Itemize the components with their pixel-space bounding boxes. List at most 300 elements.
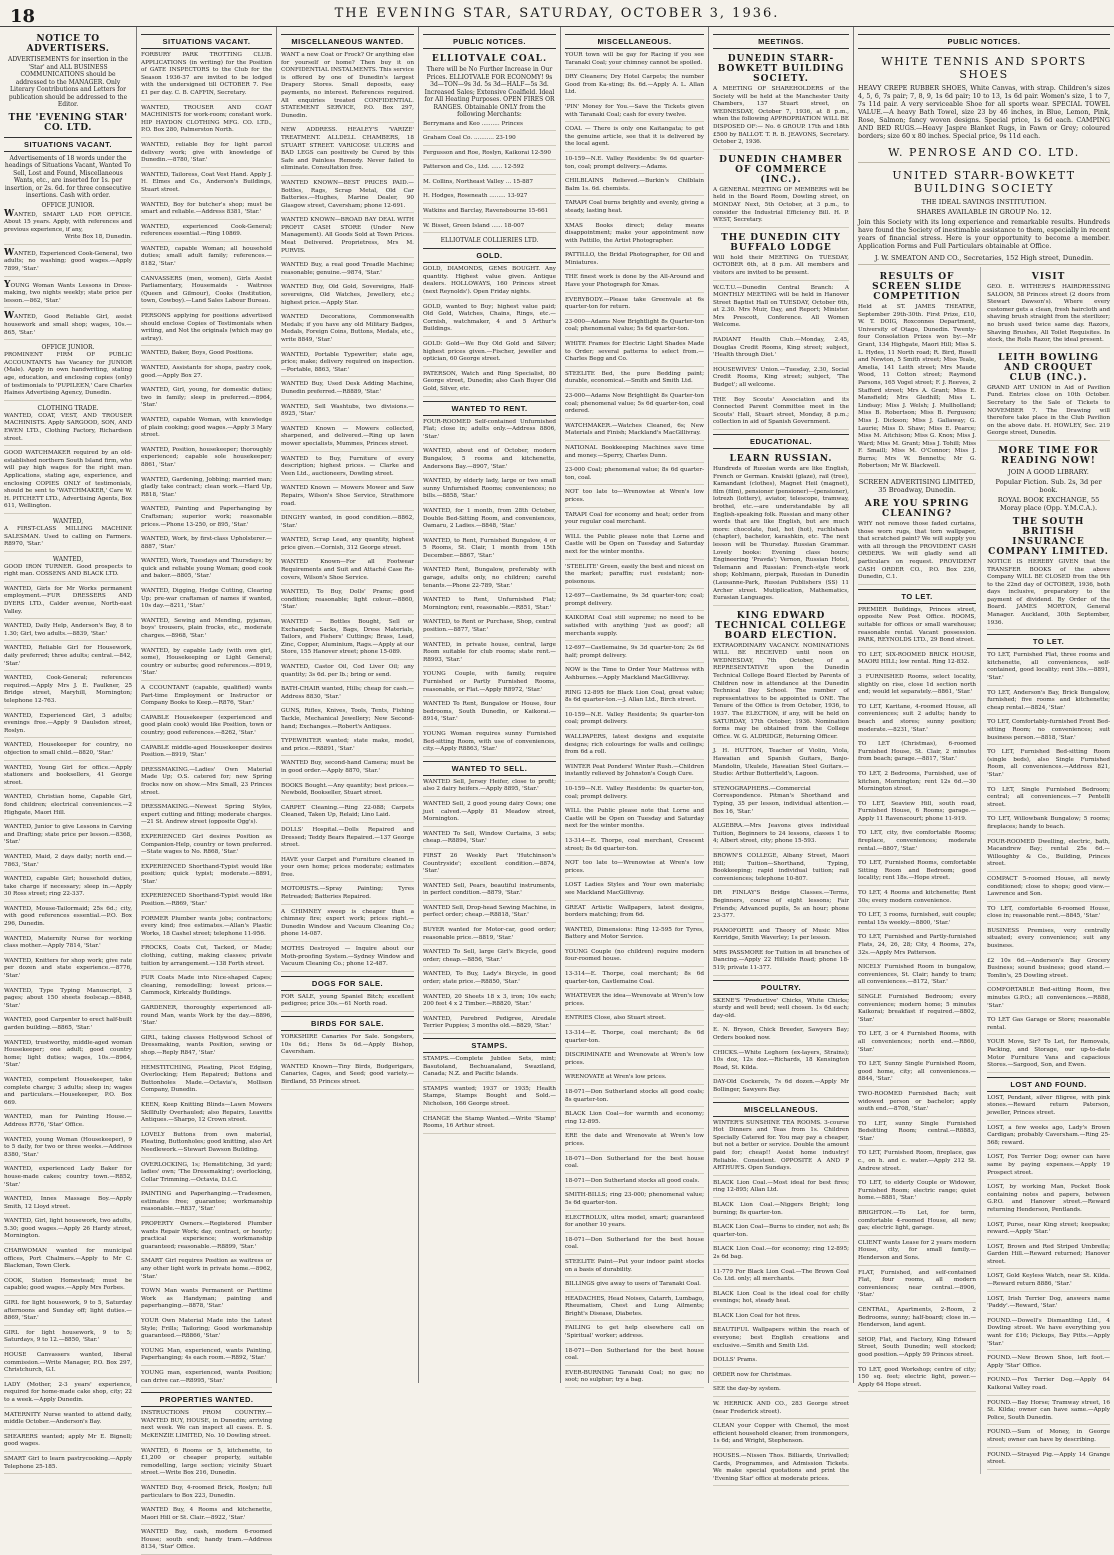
ad-item: WANTED, COAT, VEST, AND TROUSER MACHINISTS. Apply SARGOOD, SON, AND EWEN LTD., Clothing Factory, Richardson street.	[4, 413, 132, 446]
learn-russian-title: LEARN RUSSIAN.	[729, 454, 833, 464]
ad-item: NOW is the Time to Order Your Mattress with Ashburnes.—Apply Mackland MacGillivray.	[565, 667, 704, 685]
ad-item: RING 12-895 for Black Lion Coal, great value; 8s 6d quarter-ton.—J. Allan Ltd., Birch street.	[565, 690, 704, 708]
ad-item: WANTED, experienced Cook-General; references essential.—Ring 10869.	[141, 224, 272, 242]
ad-item: 3 FURNISHED Rooms, select locality, slightly on rise, close 1d section north end; would let separately.—8861, 'Star.'	[858, 674, 976, 700]
ad-item: CHICKS.—White Leghorn (ex-layers, Strains); 10s doz, 12s doz.—Richards, 18 Kensington Road, St. Kilda.	[713, 1050, 849, 1076]
ad-signature: Write Box 18, Dunedin.	[64, 234, 132, 241]
ad-item: CAPABLE middle-aged Housekeeper desires Position.—8919, 'Star.'	[141, 745, 272, 763]
ad-item: 13-314—E. Thorpe, coal merchant; 8s 6d quarter-ton, Castlemaine Coal.	[565, 971, 704, 989]
ad-item: BUSINESS Premises, very centrally situated; every convenience; suit any business.	[987, 928, 1110, 954]
column-7	[854, 27, 1114, 1466]
ad-item: WANTED, 6 Rooms or 5, kitchenette, to £1,200 or cheaper property, suitable remodelling, large section; vicinity Stuart street.—Write Box 216, Dunedin.	[141, 1448, 272, 1481]
ad-item: FOR SALE, young Spaniel Bitch; excellent pedigree; price 30s.—61 North road.	[281, 994, 414, 1012]
ad-item: HOUSEWIVES' Union.—Tuesday, 2.30, Social Credit Rooms, King street; subject, 'The Budget'; all welcome.	[713, 367, 849, 393]
ad-item: DRESSMAKING.—Ladies' Own Material Made Up; O.S. catered for; new Spring frocks now on show.—Mrs Small, 23 Princes street.	[141, 767, 272, 800]
ad-item: TO LET, Seaview Hill, south road, Furnished House, 6 Rooms; garage.—Apply 11 Ravenscourt; phone 11-919.	[858, 801, 976, 827]
column-4	[419, 27, 561, 1383]
column-3	[277, 27, 419, 1383]
ad-item: EXPERIENCED Girl desires Position as Companion-Help, country or town preferred.—State wages to No. R868, 'Star.'	[141, 834, 272, 860]
ad-item: WANTED, Knitters for shop work; give rate per dozen and state experience.—8776, 'Star.'	[4, 958, 132, 984]
ad-item: WANTED, Castor Oil, Cod Liver Oil; any quantity; 3s 6d. per lb.; bring or send.	[281, 664, 414, 682]
ad-item: YOUR town will be gay for Racing if you see Taranaki Coal; your chimney cannot be spoiled.	[565, 52, 704, 70]
ad-list	[423, 779, 556, 1034]
ad-heading: WANTED,	[52, 517, 84, 525]
ad-item: 10-159—N.E. Valley Residents: 9s 6d quarter-ton, coal; prompt delivery.—Adams.	[565, 156, 704, 174]
ad-item: STENOGRAPHERS.—Commercial Correspondence. Pitman's Shorthand and Typing, 35 per lesson, individual attention.—Box 16, 'Star.'	[713, 786, 849, 819]
section-heading: POULTRY.	[713, 980, 849, 995]
library-title: MORE TIME FOR READING NOW!	[998, 445, 1099, 466]
section-heading: BIRDS FOR SALE.	[281, 1016, 414, 1031]
ad-item: FOUR-ROOMED Self-contained Unfurnished Flat; close in; adults only.—Address 8806, 'Star.'	[423, 419, 556, 445]
ad-item: GUNS, Rifles, Knives, Tools, Tents, Fishing Tackle, Mechanical Jewellery; New Second-hand; Exchanges.—Robert's Antiques.	[281, 708, 414, 734]
ad-item: WANTED, Experienced Girl, 3 adults; evenings free.—Apply 9 Daulsdon street, Roslyn.	[4, 713, 132, 739]
ad-item: GIRL for light housework, 9 to 5, Saturday afternoons and Sunday off; light duties.—8869, 'Star.'	[4, 1300, 132, 1326]
merchant-list	[423, 121, 556, 234]
shares-available: SHARES AVAILABLE IN GROUP No. 12.	[916, 208, 1052, 216]
ad-item: WANTED, Maternity Nurse for working class mother.—Apply 7814, 'Star.'	[4, 936, 132, 954]
ad-item: RADIANT Health Club.—Monday, 2.45, Douglas Credit Rooms, King street; subject, 'Health through Diet.'	[713, 337, 849, 363]
ad-item: WANTED Known—For all Footwear Requirements and Suit and Attaché Case Re-covers, Wilson's Shoe Service.	[281, 559, 414, 585]
ad-item: PATERSON, Watch and Ring Specialist, 80 George street, Dunedin; also Cash Buyer Old Gold, Silver, etc.	[423, 371, 556, 397]
ad-item: WANTED Sell, Drop-head Sewing Machine, in perfect order; cheap.—R8818, 'Star.'	[423, 905, 556, 923]
ad-item: NOT too late to—Wrenowise at Wren's low prices.	[565, 860, 704, 878]
ad-list	[713, 998, 849, 1098]
ad-item: WATCHMAKER.—Watches Cleaned, 6s; New Materials and Finish; Mackland's MacGillivray.	[565, 423, 704, 441]
ad-item: 'STEELITE' Green, easily the best and nicest on the market; paraffin; rust resistant; non-poisonous.	[565, 564, 704, 590]
section-heading: WANTED TO RENT.	[423, 401, 556, 416]
ad-item: FUR Coats Made into Nice-shaped Capes; cleaning, remodelling; lowest prices.—Cammock, Kirkcaldy Buildings.	[141, 975, 272, 1001]
drop-letter: W	[4, 247, 15, 258]
section-heading: LOST AND FOUND.	[987, 1077, 1110, 1092]
results-title: RESULTS OF SCREEN SLIDE COMPETITION	[872, 272, 962, 302]
column-6	[709, 27, 854, 1482]
ad-item: WANTED Buy, 4 Rooms and kitchenette, Maori Hill or St. Clair.—8922, 'Star.'	[141, 1507, 272, 1525]
section-heading: TO LET.	[858, 589, 976, 604]
ad-item: HOUSE Canvassers wanted, liberal commission.—Write Manager, P.O. Box 297, Christchurch, G.I.	[4, 1352, 132, 1378]
ad-item: WANTED, good Carpenter to erect half-built garden building.—8865, 'Star.'	[4, 1017, 132, 1035]
ad-item: COMPACT 5-roomed House, all newly conditioned; close to shops; good view.—Lawrence and Son.	[987, 876, 1110, 902]
ad-item: WANTED KNOWN—BEST PRICES PAID.—Bottles, Rags, Scrap Metal, Old Car Batteries.—Hughes, Marine Dealer, 90 Glasgow street, Caversham; phone 12-691.	[281, 180, 414, 213]
library-body: Popular Fiction. Sub. 2s, 3d per book.	[995, 477, 1102, 494]
ad-item: TO LET, Furnished and Partly-furnished Flats, 24, 26, 28; City, 4 Rooms, 27s, 32s.—Apply Mrs Patterson.	[858, 934, 976, 960]
ad-item: A GENERAL MEETING OF MEMBERS will be held in the Board Room, Dowling street, on MONDAY Next, 5th October, at 3 p.m., to consider the Industrial Efficiency Bill. H. P. WEST, Secretary.	[713, 187, 849, 228]
ad-item: WANTED Decorations, Commonwealth Medals; if you have any old Military Badges, Medals, Foreign Coins, Buttons, Medals, etc., write 8849, 'Star.'	[281, 314, 414, 347]
page-number: 18	[10, 6, 36, 27]
ad-item: CARPET Cleaning.—Ring 22-088; Carpets Cleaned, Taken Up, Relaid; Lino Laid.	[281, 805, 414, 823]
ad-item: PIANOFORTE and Theory of Music Miss Kerridge, Smith Waverley; 1s per lesson.	[713, 928, 849, 946]
ad-item: BEAUTIFUL Wallpapers within the reach of everyone; best English creations and exclusive.—Smith and Smith Ltd.	[713, 1327, 849, 1353]
ad-item: PROPERTY Owners.—Registered Plumber wants Repair Work; day, contract, or hourly; practical experience; workmanship guaranteed; reasonable.—R8899, 'Star.'	[141, 1221, 272, 1254]
section-heading: MEETINGS.	[713, 34, 849, 49]
ad-item: WANTED, to Rent, Furnished Bungalow, 4 or 5 Rooms, St. Clair, 1 month from 15th December.—8867, 'Star.'	[423, 538, 556, 564]
ad-item: YOUR Own Material Made into the Latest Style; Frills; Tailoring; Good workmanship guaranteed.—R8866, 'Star.'	[141, 1318, 272, 1344]
ad-item: BLACK Lion Coal.—Niggers Bright; long burning; 8s quarter-ton.	[713, 1202, 849, 1220]
ad-item: TARAPI Coal burns brightly and evenly, giving a steady, lasting heat.	[565, 200, 704, 218]
ad-item: WANTED, Baker, Boys, Good Positions.	[141, 350, 272, 361]
ad-item: FLAT, Furnished, and self-contained Flat, four rooms, all modern conveniences; near central.—8906, 'Star.'	[858, 1270, 976, 1303]
ad-item: WINTER Peat Ponders! Winter Rush.—Children instantly relieved by Johnston's Cough Cure.	[565, 764, 704, 782]
ad-list	[423, 266, 556, 396]
tennis-shoes-title: WHITE TENNIS AND SPORTS SHOES	[881, 55, 1087, 81]
ad-item: WHATEVER the idea—Wrenovate at Wren's low prices.	[565, 993, 704, 1011]
ad-item: WILL the Public please note that Lorne and Castle will be Open on Tuesday and Saturday next for the winter months.	[565, 808, 704, 834]
ad-item: PROMINENT FIRM OF PUBLIC ACCOUNTANTS has Vacancy for JUNIOR (Male). Apply in own handwriting, stating age, education, and enclosing copies (only) of testimonials to 'PUPILEEN,' Care Charles Haines Advertising Agency, Dunedin.	[4, 352, 132, 401]
ad-item: WANTED to Rent, Unfurnished Flat; Mornington; rent, reasonable.—R851, 'Star.'	[423, 597, 556, 615]
section-intro: Advertisements of 18 words under the headings of Situations Vacant, Wanted To Sell, Lost and Found, Miscellaneous Wants, etc., are inserted for 1s. per insertion, or 2s. 6d. for three consecutive insertions. Cash with order.	[4, 154, 132, 199]
ad-item: YORKSHIRE Canaries For Sale. Songsters, 10s 6d.; Hens 5s 6d.—Apply Bishop, Caversham.	[281, 1034, 414, 1060]
section-heading: WANTED TO SELL.	[423, 761, 556, 776]
ad-item: HOUSES.—Nissen Thos. Billiards, Unrivalled; Cards, Programmes, and Admission Tickets. We make special quotations and print the 'Evening Star' office at moderate prices.	[713, 1453, 849, 1486]
ad-item: 'PIN' Money for You.—Save the Tickets given with Taranaki Coal; cash for every twelve.	[565, 104, 704, 122]
ad-item: EVER-BURNING Taranaki Coal; no gas; no soot; no sulphur; try a bag.	[565, 1370, 704, 1388]
ad-item: YOUNG man, experienced, wants Position; can drive car.—R8995, 'Star.'	[141, 1370, 272, 1388]
ad-item: DISCRIMINATE and Wrenovate at Wren's low prices.	[565, 1052, 704, 1070]
ad-item: PREMIER Buildings, Princes street, opposite New Post Office. ROOMS, suitable for offices or small warehouse; reasonable rental. Vacant possession. PARK, REYNOLDS LTD., 29 Bond street.	[858, 607, 976, 648]
ad-item: PERSONS applying for positions advertised should enclose Copies of Testimonials when writing, and Not the originals (which may go astray).	[141, 313, 272, 346]
ad-item	[4, 312, 132, 340]
ad-item: YOUR Move, Sir? To Let, for Removals, Packing, and Storage, our up-to-date Motor Furniture Vans and capacious Stores.—Sargood, Son, and Ewen.	[987, 1039, 1110, 1072]
ad-item: ALGEBRA.—Mrs Jeavons gives individual Tuition, Beginners to 24 lessons, classes 1 to 4; Albert street, city; phone 15-593.	[713, 823, 849, 849]
ad-item: 13-314—E. Thorpe, coal merchant, Crescent street; 8s 6d quarter-ton.	[565, 838, 704, 856]
right-subcolumn	[987, 267, 1110, 1474]
ad-item: TO LET, 4 Rooms and kitchenette; Rent 30s; every modern convenience.	[858, 890, 976, 908]
ad-item: Berrymans and Keo .......... Princes	[423, 121, 556, 132]
ad-item: CANVASSERS (men, women), Girls Assist Parliamentary, Housemaids - Waitress (Queen and Gilmour), Cooks (Institution, town, Cowboy).—Land Sales Labour Bureau.	[141, 276, 272, 309]
ad-item: TO LET, Furnished Rooms, comfortable Sitting Room and Bedroom; good locality; rent 18s.—Hope street.	[858, 860, 976, 886]
ad-item: Hundreds of Russian words are like English, French or German. Kraiskii (glaze), rail (tree), Kamandant (clothes), Magnet Heil (magnet), film (film), pensioner (pensioner)—(pensioner), lotrezh (lottery), aviator, telescope, tramway, brothel, etc.—are understandable by all English-speaking folk. Russian and many other words that are like English, but are much more: chocolate, fuel, hot (hot), ruchlshash (chapter), bachelor, karashkin, etc. The next lesson will be Thursday. Russian Grammar. Lovely books: Evening class hours; Engineering 'Pravda'; Vernon, Russian Hotel, Telemann and Russian: French-style work shop; Kohlmann, pierpak, Russian in Dunedin (Lausanne-Park, Russian Publishers (SS) 11 Archer street. Mutiplication, Mathematics, Eurasian Languages.	[713, 466, 849, 606]
ad-item: GOOD WATCHMAKER required by an old-established northern South Island firm, who will pay high wages for the right man. Applications, stating age, experience, and enclosing COPIES ONLY of testimonials, should be sent to 'WATCHMAKER,' Care W. H. PITCHETT LTD., Advertising Agents, Box 611, Wellington.	[4, 450, 132, 514]
ad-item: TO LET, 3 or 4 Furnished Rooms, with all conveniences; north end.—R860, 'Star.'	[858, 1031, 976, 1057]
ad-item: TO LET, Karitane, 4-roomed House, all conveniences; suit 2 adults; handy to beach and stores; sunny position; moderate.—8231, 'Star.'	[858, 704, 976, 737]
ad-item: WANTED, experienced Lady Baker for house-made cakes; country town.—R852, 'Star.'	[4, 1166, 132, 1192]
ad-item: TO LET, to elderly Couple or Widower, Furnished Room; electric range; quiet home.—8881, 'Star.'	[858, 1180, 976, 1206]
ad-list	[565, 52, 704, 1388]
ad-item	[4, 210, 132, 245]
ad-item: CENTRAL, Apartments, 2-Room, 2 Bedrooms, sunny; half-board; close in.—Henderson, land agent.	[858, 1307, 976, 1333]
ad-item: FOUR-ROOMED Dwelling, electric, bath, Macandrew Bay; rental 25s 6d.—Willoughby & Co., Building, Princes street.	[987, 839, 1110, 872]
ad-item: SINGLE Furnished Bedroom; every convenience; modern home; 5 minutes Kaikorai; breakfast if required.—8802, 'Star.'	[858, 994, 976, 1027]
tennis-shoes-body: HEAVY CREPE RUBBER SHOES, White Canvas, with strap. Children's sizes 4, 5, 6, 7s pair; 7, 8, 9, 1s 6d pair; 10 to 13, 1s 6d pair. Women's size, 1 to 7, 7s 11d pair. A very serviceable Shoe for all sports wear. SPECIAL TOWEL VALUE.—A heavy Bath Towel, size 23 by 46 inches, in Blue, Lemon, Pink, Rose, Salmon; fancy woven designs. Special price, 1s 6d each. CAMPING AND BED RUGS.—Heavy Jaspre Blanket Rugs, in Fawn or Grey; coloured borders; size 60 x 80 inches. Special price, 9s 11d each.	[858, 84, 1110, 140]
bowling-title: LEITH BOWLING AND CROQUET CLUB (INC.).	[998, 352, 1099, 383]
ad-item: TO LET, city, five comfortable Rooms; fireplace, conveniences; moderate rental.—8807, 'Star.'	[858, 830, 976, 856]
notice-signature: THE 'EVENING STAR' CO. LTD.	[8, 112, 128, 133]
ad-item: PAINTING and Paperhanging.—Tradesmen, estimates free; guarantee; workmanship reasonable.—R837, 'Star.'	[141, 1191, 272, 1217]
ad-item: WANTED, Purebred Pedigree, Airedale Terrier Puppies; 3 months old.—8829, 'Star.'	[423, 1016, 556, 1034]
ad-item: KAIKORAI Coal still supreme; no need to be satisfied with anything 'just as good'; all merchants supply.	[565, 615, 704, 641]
ad-item: TO LET, Anderson's Bay, Brick Bungalow, furnished; five rooms and kitchenette; cheap rental.—8824, 'Star.'	[987, 690, 1110, 716]
ad-item: WANTED, To Buy, Lady's Bicycle, in good order; state price.—R8850, 'Star.'	[423, 971, 556, 989]
ad-item: MOTORISTS.—Spray Painting; Tyres Retreaded; Batteries Repaired.	[281, 886, 414, 904]
ad-item: HEMSTITCHING, Pleating, Picot Edging, Overlocking; Hem Repaired; Buttons and Buttonholes Made.—Octavia's, Mollison Company, Dunedin.	[141, 1065, 272, 1098]
ad-item: WANTED, Work, Tuesdays and Thursdays; by quick and reliable young Woman; good cook and baker.—8805, 'Star.'	[141, 558, 272, 584]
penrose-title: W. PENROSE AND CO. LTD.	[888, 146, 1080, 159]
drop-letter: W	[4, 208, 15, 219]
ad-item: TOWN Man wants Permanent or Parttime Work as Handyman; painting and paperhanging.—8878, 'Star.'	[141, 1288, 272, 1314]
ad-item: LOST, Irish Terrier Dog, answers name 'Paddy'.—Reward, 'Star.'	[987, 1296, 1110, 1314]
ad-item: WANTED, for 1 month, from 28th October, Double Bed-Sitting Room, and conveniences, Oamaru, 2 Ladies.—8848, 'Star.'	[423, 508, 556, 534]
ad-item: THE finest work is done by the All-Around and Have your Photograph for Xmas.	[565, 274, 704, 292]
ad-item: WANTED Known—Tiny Birds, Budgerigars, Canaries, Cages, and Seed; good variety.—Birdland, 55 Princes street.	[281, 1064, 414, 1090]
ad-item: EXTRAORDINARY VACANCY. NOMINATIONS WILL BE RECEIVED until noon on WEDNESDAY, 7th October, of a REPRESENTATIVE upon the Dunedin Technical College Board Elected by Parents of Children now in attendance at the Dunedin Technical Day School. The number of representatives to be appointed is ONE. The Tenure of the Office is from October, 1936, to 1937. The ELECTION, if any, will be held on SATURDAY, 17th October, 1936. Nomination forms may be obtained from the College Office. W. G. ALDRIDGE, Returning Officer.	[713, 643, 849, 745]
ad-item: 12-697—Castlemaine, 9s 3d quarter-ton; coal; prompt delivery.	[565, 593, 704, 611]
ad-item: SMART Girl requires Position as waitress or any other light work in private home.—8962, 'Star.'	[141, 1258, 272, 1284]
ad-item: WHY not remove those faded curtains, those worn rugs, that torn wallpaper, that scratched paint? We will supply you with all through the PROVIDENT CASH ORDERS. We will gladly send all particulars on request. PROVIDENT CASH ORDER CO., P.O. Box 236, Dunedin, C.1.	[858, 521, 976, 585]
ad-item: W. Bisset, Green Island ...... 18-007	[423, 223, 556, 234]
ad-list	[423, 1056, 556, 1134]
ad-item: TO LET, Furnished Bed-sitting Room (single beds), also Single Furnished Room, all conveniences.—Address 821, 'Star.'	[987, 749, 1110, 782]
ad-item: £2 10s 6d.—Anderson's Bay Grocery Business; sound business; good stand.—Tomlin's, 25 Dowling street.	[987, 958, 1110, 984]
ad-item: WANTED, Position, housekeeper; thoroughly experienced; capable sole housekeeper; 8861, 'Star.'	[141, 447, 272, 473]
ad-text: ANTED, Experienced Cook-General, two adults; no washing; good wages.—Apply 7899, 'Star.'	[4, 250, 132, 273]
ad-item: FOUND.—Strayed Pig.—Apply 14 Grange street.	[987, 1452, 1110, 1470]
ad-item: GIRL for light housework, 9 to 5; Saturdays, 9 to 12.—8850, 'Star.'	[4, 1330, 132, 1348]
ad-item: 18-071—Don Sutherland for the best house coal.	[565, 1237, 704, 1255]
king-edward-title: KING EDWARD TECHNICAL COLLEGE BOARD ELECTION.	[715, 610, 847, 641]
ad-item: J. H. HUTTON, Teacher of Violin, Viola, Hawaiian and Spanish Guitars, Banjo-Mandolin, Ukulele, Hawaiian Steel Guitars.—Studio: Arthur Butterfield's, Lagoon.	[713, 748, 849, 781]
ad-item: WANTED, competent Housekeeper, take complete charge; 3 adults; sleep in; wages and particulars.—Housekeeper, P.O. Box 669.	[4, 1077, 132, 1110]
royal-book-exchange: ROYAL BOOK EXCHANGE, 55 Moray place (Opp. Y.M.C.A.).	[997, 495, 1100, 512]
library-subtitle: JOIN A GOOD LIBRARY.	[1008, 467, 1089, 476]
ad-item: WANTED, Scrap Lead, any quantity, highest price given.—Cornish, 312 George street.	[281, 537, 414, 555]
ad-item: STEELITE Paint—Put your indoor paint stocks on a basis of durability.	[565, 1259, 704, 1277]
ad-list	[713, 1120, 849, 1487]
ad-item: LOST, Gold Keyless Watch, near St. Kilda.—Reward return 8886, 'Star.'	[987, 1273, 1110, 1291]
ad-item: WANTED, Girl, young, for domestic duties; two in family; sleep in preferred.—8964, 'Star.'	[141, 387, 272, 413]
ad-item: WANTED Sell, Pears, beautiful instruments, in perfect condition.—8879, 'Star.'	[423, 883, 556, 901]
ad-item: NATIONAL Bookkeeping Machines save time and money.—Sperry, Charles Dunn.	[565, 445, 704, 463]
ad-item: FOUND.—Fox Terrier Dog.—Apply 64 Kaikorai Valley road.	[987, 1377, 1110, 1395]
ad-item: 12-697—Castlemaine, 9s 3d quarter-ton; 2s 6d half; prompt delivery.	[565, 645, 704, 663]
united-subtitle: THE IDEAL SAVINGS INSTITUTION.	[921, 198, 1047, 206]
ad-item: FOUND.—Bay Horse; Tramway street, 16 St. Kilda; owner can have same.—Apply Police, South Dunedin.	[987, 1400, 1110, 1426]
section-heading: TO LET.	[987, 634, 1110, 649]
page-header	[0, 0, 1114, 27]
ad-list	[4, 210, 132, 341]
ad-item: PATTILLO, the Bridal Photographer, for Oil and Miniatures.	[565, 252, 704, 270]
starr-bowkett-title: DUNEDIN STARR-BOWKETT BUILDING SOCIETY.	[717, 54, 845, 84]
ad-item: WANTED Sell, Jersey Heifer, close to profit; also 2 dairy heifers.—Apply 8895, 'Star.'	[423, 779, 556, 797]
ad-item: 10-159—N.E. Valley Residents; 9s quarter-ton coal; prompt delivery.	[565, 712, 704, 730]
ad-item: WANTED, Reliable Girl for Housework, daily preferred; three adults; central.—842, 'Star.'	[4, 645, 132, 671]
ad-item: CHANGE the Stamp Wanted.—Write 'Stamp' Rooms, 16 Arthur street.	[423, 1116, 556, 1134]
ad-item	[4, 281, 132, 309]
section-heading: PUBLIC NOTICES.	[423, 34, 556, 49]
ad-item: YOUNG Couple (no children) require modern four-roomed house.	[565, 949, 704, 967]
insurance-title: THE SOUTH BRITISH INSURANCE COMPANY LIMITED.	[988, 516, 1109, 557]
ad-item: 18-071—Don Sutherland for the best house coal.	[565, 1348, 704, 1366]
ad-item: WINTER'S SUNSHINE TEA ROOMS. 3-course Hot Dinners and Teas from 1s. Children Specially Catered for. You may pay a cheaper, but not a better or service. Double the amount paid for; cheap!! Assist home industry! Reliable. Consistent. OPPOSITE A AND P ARTHUR'S. Open Sundays.	[713, 1120, 849, 1176]
ad-item: WANTED Known — Mowers Mower and Saw Repairs, Wilson's Shoe Service, Strathmore road.	[281, 485, 414, 511]
ad-item: WANTED Buy, Old Gold, Sovereigns, Half-sovereigns, Old Watches, Jewellery, etc.; highest price.—Apply Star.	[281, 284, 414, 310]
ad-item: TO LET, 3 rooms, furnished, suit couple; rental 15s weekly.—8800, 'Star.'	[858, 912, 976, 930]
ad-list	[987, 1095, 1110, 1470]
ad-item: TO LET, Willowbank Bungalow; 5 rooms; fireplaces; handy to beach.	[987, 816, 1110, 834]
ad-item: THE Boy Scouts' Association and its Connected Parent Committee meet in the Scouts' Hall, Stuart street, Monday, 8 p.m.; collection in aid of Spanish Government.	[713, 397, 849, 430]
drop-letter: Y	[4, 279, 11, 290]
ad-item: WANTED, Work, by first-class Upholsterer.—8887, 'Star.'	[141, 536, 272, 554]
ad-item: LOST, by working Man, Pocket Book containing notes and papers, between G.P.O. and Hanover street.—Reward returning Henderson, Pentlands.	[987, 1184, 1110, 1217]
ad-item: WANTED, Tailoress, Coat Vest Hand. Apply J. H. Elmes and Co., Anderson's Buildings, Stuart street.	[141, 172, 272, 198]
ad-item: WANTED to Buy, Furniture of every description; highest prices. — Clarke and Veen Ltd., auctioneers, Dowling street.	[281, 456, 414, 482]
column-2	[137, 27, 277, 1551]
ad-item: Patterson and Co., Ltd. ...... 12-592	[423, 164, 556, 175]
ad-item: GOLD, wanted to Buy; highest value paid; Old Gold, Watches, Chains, Rings, etc.—Cornish, watchmaker, 4 and 5 Arthur's Buildings.	[423, 304, 556, 337]
ad-item: A CCOUNTANT (capable, qualified) wants Part-time Employment or Instructor or Company Books to Keep.—R876, 'Star.'	[141, 685, 272, 711]
ad-item: WANTED Buy, 4-roomed Brick, Roslyn; full particulars to Box 223, Dunedin.	[141, 1485, 272, 1503]
ad-item: WANTED, reliable Boy for light parcel delivery work; give with knowledge of Dunedin.—8780, 'Star.'	[141, 142, 272, 168]
ad-item: SMART Girl to learn pastrycooking.—Apply Telephone 25-185.	[4, 1456, 132, 1474]
elliotvale-body: There will be No Further Increase in Our Prices. ELLIOTVALE FOR ECONOMY! 9s 3d—TON—9s 3d. 5s 3d—HALF—5s 3d. Increased Sales; Extensive Coalfield. Ideal for All Heating Purposes. OPEN FIRES OR RANGES. Obtainable ONLY from the following Merchants:	[424, 66, 555, 118]
ad-item: NICELY Furnished Room in bungalow, conveniences, St. Clair; handy to tram; all conveniences.—8172, 'Star.'	[858, 964, 976, 990]
ad-item: BLACK Lion Coal—for warmth and economy; ring 12-895.	[565, 1111, 704, 1129]
ad-item: SHEARERS wanted; apply Mr E. Bignell; good wages.	[4, 1434, 132, 1452]
ad-item: LOST Ladies Styles and Your own materials; see Mackland MacGillivray.	[565, 882, 704, 900]
section-heading: MISCELLANEOUS.	[565, 34, 704, 49]
ad-item: WANTED, Daily Help, Anderson's Bay, 8 to 1.30; Girl, two adults.—8839, 'Star.'	[4, 623, 132, 641]
ad-item: WALLPAPERS, latest designs and exquisite designs; rich colourings for walls and ceilings; from 6d a roll.	[565, 734, 704, 760]
ad-item: WANTED, Mouse-Tailormaid; 25s 6d.; city, with good references essential.—P.O. Box 296, Dunedin.	[4, 906, 132, 932]
ad-item: FROCKS, Coats Cut, Tacked, or Made; clothing, cutting, making classes; private tuition by arrangement.—138 Forth street.	[141, 945, 272, 971]
ad-heading: WANTED,	[52, 555, 84, 563]
ad-item: 23-000—Adams Now Brightlight 8s Quarter-ton coal; phenomenal value; 5s 6d quarter-ton.	[565, 319, 704, 337]
ad-item: WRENOVATE at Wren's low prices.	[565, 1074, 704, 1085]
buffalo-lodge-title: THE DUNEDIN CITY BUFFALO LODGE	[721, 232, 841, 253]
ad-item: WANTED, Young Girl for office.—Apply stationers and booksellers, 41 George street.	[4, 765, 132, 791]
ad-item: ORDER now for Christmas.	[713, 1372, 849, 1383]
ad-item: WANTED, Housekeeper for country, no objection to small child.—8820, 'Star.'	[4, 742, 132, 760]
ad-item: WANTED Buy, second-hand Camera; must be in good order.—Apply 8870, 'Star.'	[281, 760, 414, 778]
ad-item: M. Collins, Northeast Valley ... 15-887	[423, 179, 556, 190]
ad-item: TO LET, good Workshop; centre of city; 150 sq. feet; electric light, power.—Apply 64 Hope street.	[858, 1367, 976, 1393]
ad-item: WANTED Buy, cash, modern 6-roomed House; south end; handy tram.—Address 8134, 'Star' Office.	[141, 1529, 272, 1555]
ad-item: WANTED, capable Woman; all household duties; small adult family; references.—8182, 'Star.'	[141, 246, 272, 272]
ad-text: ANTED, Good Reliable Girl, assist housework and small shop; wages, 10s.—865, 'Star.'	[4, 314, 132, 336]
ad-item: Fergusson and Roe, Roslyn, Kaikorai 12-590	[423, 150, 556, 161]
column-1	[0, 27, 137, 1470]
ad-item: NEW ADDRESS. HEALEY'S 'VARIZE' TREATMENT. ALLDELL CHAMBERS, 18 STUART STREET. VARICOSE ULCERS and BAD LEGS can positively be Cured by this Safe and Painless Remedy. Never failed to eliminate. Consultation free.	[281, 127, 414, 176]
ad-item: DRY Cleaners; Dry Hotel Carpets; the number Good from Ka-sting; 8s. 6d.—Apply A. L. Allan Ltd.	[565, 74, 704, 100]
ad-item: Watkins and Barclay, Ravensbourne 15-661	[423, 208, 556, 219]
ad-item: TO LET, Comfortably-furnished Front Bed-sitting Room; no conveniences; suit business person.—8818, 'Star.'	[987, 719, 1110, 745]
ad-item: BLACK Lion Coal for hot fires.	[713, 1313, 849, 1324]
ad-item: WANTED, Boy for butcher's shop; must be smart and reliable.—Address 8381, 'Star.'	[141, 202, 272, 220]
ad-item: DINGHY wanted, in good condition.—8862, 'Star.'	[281, 515, 414, 533]
ad-item: BLACK Lion Coal.—Most ideal for best fires; ring 12-895; Allan Ltd.	[713, 1180, 849, 1198]
ad-item: FIRST 26 Weekly Part 'Hutchinson's Countryside'; excellent condition.—8874, 'Star.'	[423, 853, 556, 879]
ad-heading: OFFICE JUNIOR.	[41, 344, 95, 352]
ad-item: WANTED, Cook-General; references required.—Apply Mrs J. E. Faulkner, 25 Bridge street, Maryhill, Mornington; telephone 12-763.	[4, 675, 132, 708]
ad-item: FOUND.—Dowell's Dismantling Ltd., 4 Dowling street. We have everything you want for £16; Pickups, Bay Pitts.—Apply 'Star.'	[987, 1318, 1110, 1351]
ad-item: DAY-Old Cockerels, 7s 6d dozen.—Apply Mr Bollinger, Sawyers Bay.	[713, 1079, 849, 1097]
ad-list	[987, 652, 1110, 1073]
ad-item: BROWN'S COLLEGE, Albany Street, Maori Hill; Tuition—Shorthand, Typing, Bookkeeping; rapid individual tuition; rail conveniences; telephone 10-807.	[713, 853, 849, 886]
united-starr-bowkett-title: UNITED STARR-BOWKETT BUILDING SOCIETY	[892, 169, 1076, 195]
ad-item: WANTED, Junior to give Lessons in Carving and Drafting; state price per lesson.—8368, 'Star.'	[4, 824, 132, 850]
ad-item: CLEAN your Copper with Chemol, the most efficient household cleaner, from ironmongers, 1s 6d; and Wright, Stephenson.	[713, 1423, 849, 1449]
ad-item: TYPEWRITER wanted; state make, model, and price.—R8891, 'Star.'	[281, 738, 414, 756]
notice-to-advertisers-title: NOTICE TO ADVERTISERS.	[26, 34, 110, 54]
column-5	[561, 27, 709, 1383]
left-subcolumn	[858, 267, 981, 1474]
ad-item: WANTED Buy, Used Desk Adding Machine, Dunedin preferred.—R8889, 'Star.'	[281, 381, 414, 399]
ad-item: WANTED, capable Woman, with knowledge of plain cooking; good wages.—Apply 3 Mary street.	[141, 417, 272, 443]
ad-item: TO LET (Christmas), 6-roomed Furnished House, St. Clair, 2 minutes from beach; garage.—8817, 'Star.'	[858, 741, 976, 767]
ad-item: BRIGHTON.—To Let, for term, comfortable 4-roomed House, all new; gas; electric light, garage.	[858, 1210, 976, 1236]
ad-item: DRESSMAKING.—Newest Spring Styles, expert cutting and fitting; moderate charges.—21 St. Andrew street (opposite Ogg's).	[141, 804, 272, 830]
ad-item: WANTED, Sell Washtubs, two divisions.—8925, 'Star.'	[281, 404, 414, 422]
ad-item: WANTED, Maid, 2 days daily; north end.—7863, 'Star.'	[4, 854, 132, 872]
ad-item: TO LET Gas Garage or Store; reasonable rental.	[987, 1017, 1110, 1035]
ad-item: COOK, Station Homestead; must be capable; good wages.—Apply Mrs Forbes.	[4, 1278, 132, 1296]
ad-item: SKENE'S 'Productive' Chicks, White Chicks; sturdy and well bred; well chosen. 1s 6d each; day-old.	[713, 998, 849, 1024]
ad-item: YOUNG Woman requires sunny Furnished Bed-sitting Room, with use of conveniences, city.—Apply R8863, 'Star.'	[423, 731, 556, 757]
ad-item: E. N. Bryson, Chick Breeder, Sawyers Bay; Orders booked now.	[713, 1027, 849, 1045]
ad-item: W.C.T.U.—Dunedin Central Branch: A MONTHLY MEETING will be held in Hanover Street Baptist Hall on TUESDAY, October 6th, at 2.30. Mrs Muir, Day, and Report; Minister. Mrs Prescott, Conference. All Women Welcome.	[713, 285, 849, 334]
ad-list	[281, 52, 414, 972]
ad-item: 18-071—Don Sutherland stocks all good coals.	[565, 1178, 704, 1189]
ad-item: A MEETING OF SHAREHOLDERS of the Society will be held at the Manchester Unity Chambers, 137 Stuart street, on WEDNESDAY, October 7, 1936, at 8 p.m., when the following APPROPRIATION WILL BE DISPOSED OF:— No. 6 GROUP. 17th and 18th £500 by BALLOT. T. R. B. JEAVONS, Secretary. October 2, 1936.	[713, 86, 849, 150]
ad-item: GEO. E. WITHERS'S HAIRDRESSING SALOON, 58 Princes street (2 doors from Stewart Dawson's). Where every customer gets a clean, fresh haircloth and shaving brush straight from the sterilizer; no brush used twice same day. Razors, Shaving Brushes, All Toilet Requisites. In stock, the Rolls Razor, the ideal present.	[987, 284, 1110, 348]
ad-item: DOLLS' Hospital.—Dolls Repaired and Dressed; Teddy Bears Repaired.—137 George street.	[281, 827, 414, 853]
ad-text: ANTED, SMART LAD FOR OFFICE. About 15 years. Apply, with references and previous experience, if any,	[4, 211, 132, 233]
ad-list	[858, 607, 976, 1393]
ad-item: BLACK Lion Coal.—for economy; ring 12-895; 2s 6d bag.	[713, 1246, 849, 1264]
ad-item: LOST, Fox Terrier Dog; owner can have same by paying expenses.—Apply 19 Prospect street.	[987, 1154, 1110, 1180]
ad-item: GOLD: Gold—We Buy Old Gold and Silver; highest prices given.—Fischer, jeweller and optician, 60 George street.	[423, 341, 556, 367]
united-signature: J. W. SMEATON AND CO., Secretaries, 152 High street, Dunedin.	[874, 254, 1094, 262]
ad-text: OUNG Woman Wants Lessons in Dress-making, two nights weekly; state price per lesson.—862, 'Star.'	[4, 282, 132, 304]
ad-item: WANTED, Girl, light housework, two adults, 5.30; good wages.—Apply 26 Hardy street, Mornington.	[4, 1218, 132, 1244]
ad-item: 23-000—Adams Now Brightlight 8s Quarter-ton coal; phenomenal value; 5s 6d quarter-ton, coal ordered.	[565, 393, 704, 419]
ad-item: WANTED, Christian home, Capable Girl, fond children; electrical conveniences.—2 Highgate, Maori Hill.	[4, 794, 132, 820]
ad-item: CHARWOMAN wanted for municipal offices, Port Chalmers.—Apply to Mr C. Blackman, Town Clerk.	[4, 1248, 132, 1274]
ad-item: MOTHS Destroyed — Inquire about our Moth-proofing System.—Sydney Window and Vacuum Cleaning Co.; phone 12-487.	[281, 946, 414, 972]
ad-list	[141, 52, 272, 1388]
ad-item: WANTED, Assistants for shops, pastry cook, good.—Apply Box 27.	[141, 365, 272, 383]
ad-item: WANTED, TROUSER AND COAT MACHINISTS for work-room; constant work. HIP HAYDON CLOTHING MFG. CO. LTD., P.O. Box 280, Palmerston North.	[141, 105, 272, 138]
ad-item: TO LET, SIX-ROOMED BRICK HOUSE, MAORI HILL; low rental. Ring 12-832.	[858, 652, 976, 670]
ad-item: BLACK Lion Coal—Burns to cinder, not ash; 8s quarter-ton.	[713, 1224, 849, 1242]
ad-item: STAMPS.—Complete Jubilee Sets, mint; Basutoland, Bechuanaland, Swaziland, Canada; N.Z. and Pacific Islands.	[423, 1056, 556, 1082]
ad-item: FOUND.—New Brown Shoe, left foot.—Apply 'Star' Office.	[987, 1355, 1110, 1373]
ad-item: BUYER wanted for Motor-car, good order; reasonable price.—8819, 'Star.'	[423, 927, 556, 945]
ad-item: BOOKS Bought.—Any quantity; best prices.—Newbold, Bookseller, Stuart street.	[281, 783, 414, 801]
visit-title: VISIT	[1031, 272, 1066, 282]
ad-item: WANTED, 20 Sheets 18 x 3, iron; 10s each; 200 feet 4 x 2 Timber.—R8820, 'Star.'	[423, 994, 556, 1012]
ad-item: CHILBLAINS Relieved.—Burkin's Chilblain Balm 1s. 6d. chemists.	[565, 178, 704, 196]
ad-item: WANT a new Coat or Frock? Or anything else for yourself or home? Then buy it on CONFIDENTIAL INSTALMENTS. This service is offered by one of Dunedin's largest Drapery Stores. Small deposits, easy payments, no interest. References required. All enquiries treated CONFIDENTIAL. STATEMENT SERVICE, P.O. Box 297, Dunedin.	[281, 52, 414, 123]
ad-item: GARDENER, thoroughly experienced all-round Man, wants Work by the day.—8896, 'Star.'	[141, 1005, 272, 1031]
ad-item: 18-071—Don Sutherland stocks all good coals; 8s quarter-ton.	[565, 1089, 704, 1107]
ad-item: TO LET, 2 Bedrooms, Furnished, use of kitchen, Mornington; rent 12s 6d.—30 Mornington street.	[858, 771, 976, 797]
ad-item: WANTED, young Woman (Housekeeper), 9 to 5 daily, for two or three weeks.—Address 8380, 'Star.'	[4, 1137, 132, 1163]
ad-item: A FIRST-CLASS MILLING MACHINE SALESMAN. Used to calling on Farmers. R8970, 'Star.'	[4, 526, 132, 552]
ad-item: WANTED, man for Painting House.—Address R776, 'Star' Office.	[4, 1114, 132, 1132]
ad-item: WILL the Public please note that Lorne and Castle will be Open on Tuesday and Saturday next for the winter months.	[565, 534, 704, 560]
ad-item: GOLD, DIAMONDS, GEMS BOUGHT. Any quantity. Highest value given. Antique dealers. HOLLOWAYS, 160 Princes street (next Reynolds'). Open Friday nights.	[423, 266, 556, 299]
ad-item: CLIENT wants Lease for 2 years modern House, city, for small family.—Henderson and Sons.	[858, 1240, 976, 1266]
ad-item: Graham Coal Co. ........... 23-190	[423, 135, 556, 146]
section-heading: STAMPS.	[423, 1038, 556, 1053]
ad-item: XMAS Books direct; delay means disappointment; make your appointment now with Pattillo, the Artist Photographer.	[565, 223, 704, 249]
ad-list	[141, 1410, 272, 1555]
ad-item: WANTED — Bottles Bought, Sell or Exchanged; Sacks, Bags, Dress Materials, Tailors, and Fishers' Cuttings; Brass, Lead, Zinc, Copper, Aluminium, Rags.—Apply at our Store, 155 Hanover street; phone 15-089.	[281, 619, 414, 660]
united-body: Join this Society with its long experience and remarkable results. Hundreds have found the Society of inestimable assistance to them, especially in recent years of financial stress. Here is your opportunity to become a member. Application Forms and Full Particulars obtainable at Office.	[858, 218, 1110, 250]
ad-item: GOOD IRON TURNER. Good prospects to right man. COSSENS AND BLACK LTD.	[4, 564, 132, 582]
ad-item: WANTED, Dimensions: Ring 12-595 for Tyres, Battery and Motor Service.	[565, 927, 704, 945]
ad-item: TARAPI Coal for economy and heat; order from your regular coal merchant.	[565, 512, 704, 530]
ad-list	[4, 586, 132, 1474]
